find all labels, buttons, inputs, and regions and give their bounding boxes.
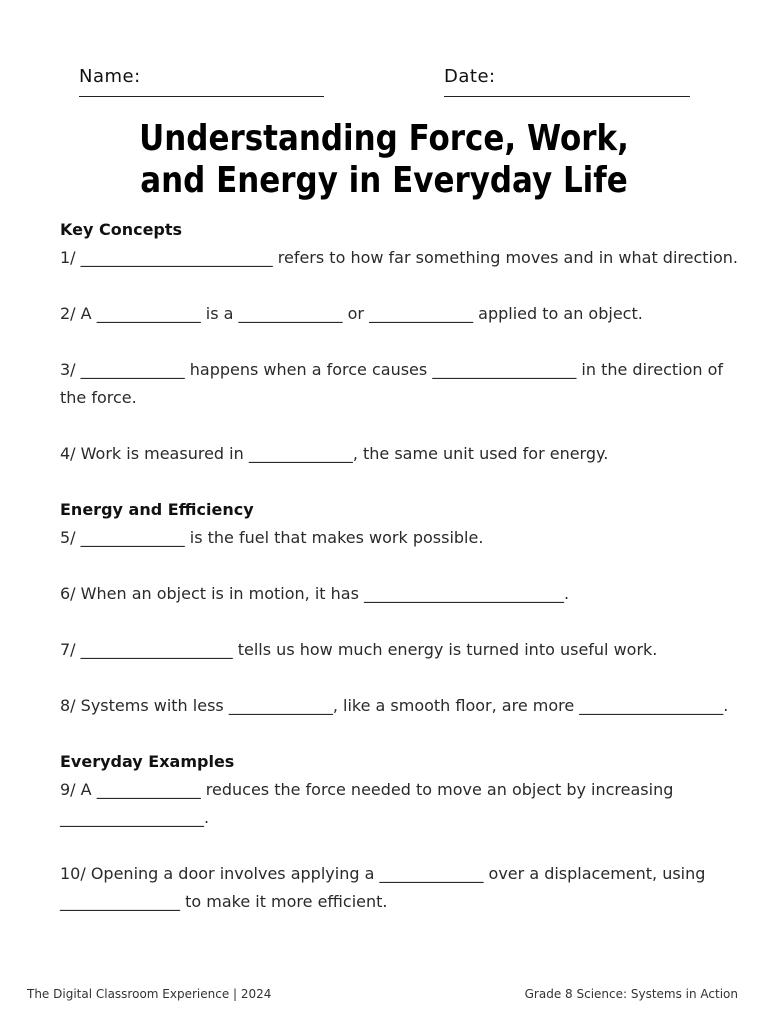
section-heading-key-concepts: Key Concepts bbox=[60, 220, 183, 239]
section-heading-energy-efficiency: Energy and Efficiency bbox=[60, 500, 254, 519]
worksheet-title bbox=[54, 118, 714, 202]
question-9: 9/ A _____________ reduces the force needed to move an object by increasing __________________. bbox=[60, 780, 674, 827]
date-label: Date: bbox=[444, 66, 496, 87]
title-line-2: and Energy in Everyday Life bbox=[140, 160, 628, 201]
title-line-1: Understanding Force, Work, bbox=[139, 118, 629, 159]
footer-right: Grade 8 Science: Systems in Action bbox=[524, 987, 738, 1001]
question-8: 8/ Systems with less _____________, like a smooth floor, are more __________________. bbox=[60, 696, 729, 715]
question-7: 7/ ___________________ tells us how much energy is turned into useful work. bbox=[60, 640, 658, 659]
question-10: 10/ Opening a door involves applying a _____________ over a displacement, using _______________ to make it more efficient. bbox=[60, 864, 706, 911]
question-6: 6/ When an object is in motion, it has _________________________. bbox=[60, 584, 570, 603]
question-2: 2/ A _____________ is a _____________ or _____________ applied to an object. bbox=[60, 304, 643, 323]
name-label: Name: bbox=[79, 66, 141, 87]
question-4: 4/ Work is measured in _____________, the same unit used for energy. bbox=[60, 444, 609, 463]
name-field[interactable] bbox=[79, 66, 324, 97]
date-field[interactable] bbox=[444, 66, 690, 97]
section-heading-everyday-examples: Everyday Examples bbox=[60, 752, 235, 771]
question-5: 5/ _____________ is the fuel that makes work possible. bbox=[60, 528, 484, 547]
worksheet-body bbox=[60, 216, 750, 916]
question-3: 3/ _____________ happens when a force causes __________________ in the direction of the force. bbox=[60, 360, 724, 407]
question-1: 1/ ________________________ refers to how far something moves and in what direction. bbox=[60, 248, 738, 267]
footer-left: The Digital Classroom Experience | 2024 bbox=[27, 987, 272, 1001]
